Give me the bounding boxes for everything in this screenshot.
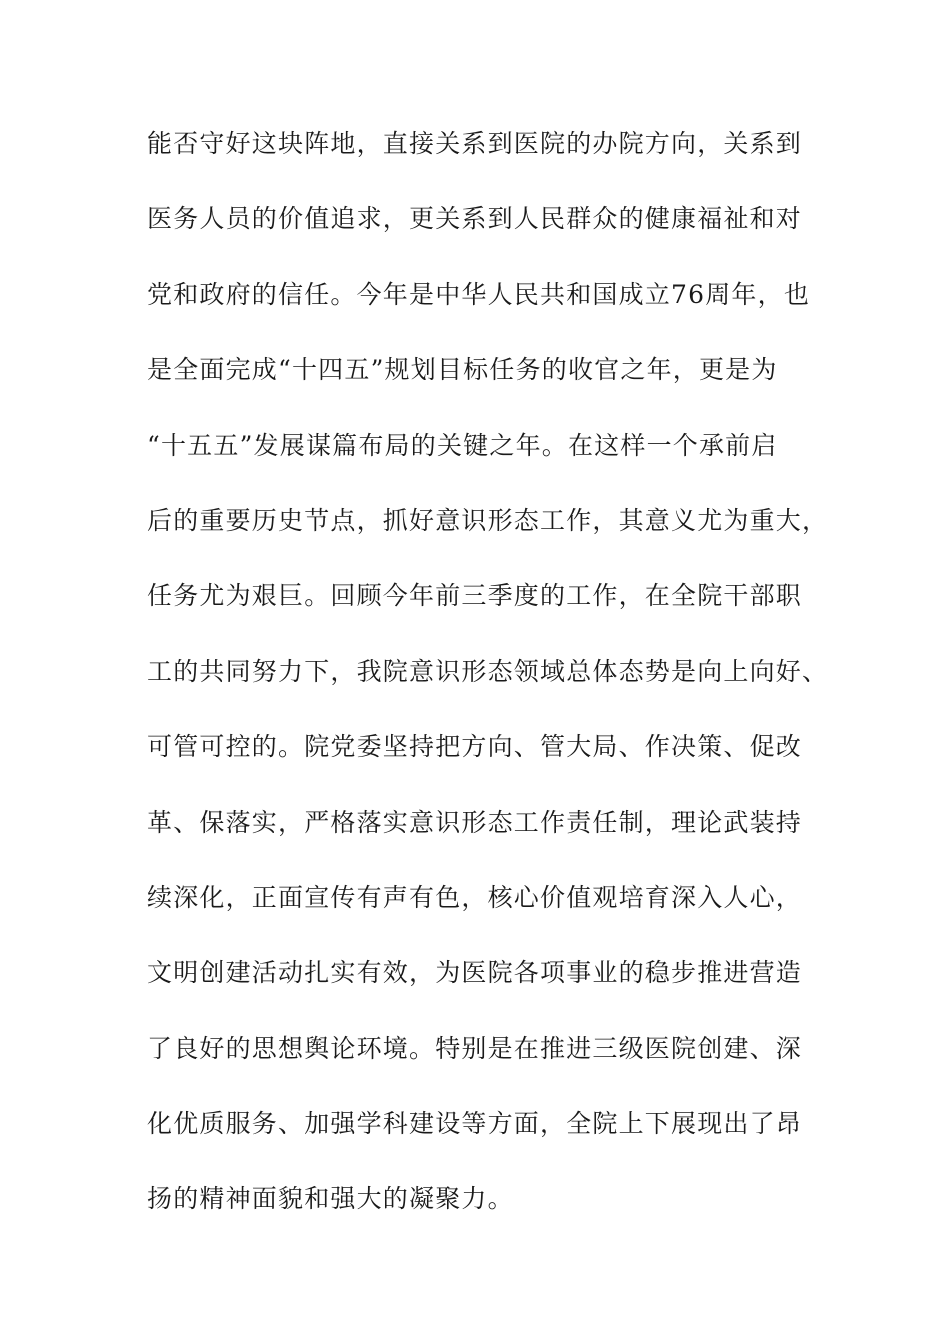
text-line: 工的共同努力下，我院意识形态领域总体态势是向上向好、 (147, 656, 829, 686)
text-line: 革、保落实，严格落实意识形态工作责任制，理论武装持 (147, 807, 803, 837)
text-line: 续深化，正面宣传有声有色，核心价值观培育深入人心， (147, 882, 803, 912)
text-line: 任务尤为艰巨。回顾今年前三季度的工作，在全院干部职 (147, 581, 803, 611)
text-line: 后的重要历史节点，抓好意识形态工作，其意义尤为重大， (147, 505, 829, 535)
text-line: 可管可控的。院党委坚持把方向、管大局、作决策、促改 (147, 732, 803, 762)
text-line: 化优质服务、加强学科建设等方面，全院上下展现出了昂 (147, 1109, 803, 1139)
text-line: 是全面完成“十四五”规划目标任务的收官之年，更是为 (147, 355, 778, 385)
text-line: 了良好的思想舆论环境。特别是在推进三级医院创建、深 (147, 1033, 803, 1063)
text-line: 医务人员的价值追求，更关系到人民群众的健康福祉和对 (147, 204, 803, 234)
text-line: 文明创建活动扎实有效，为医院各项事业的稳步推进营造 (147, 958, 803, 988)
text-line: “十五五”发展谋篇布局的关键之年。在这样一个承前启 (147, 430, 778, 460)
text-line: 扬的精神面貌和强大的凝聚力。 (147, 1184, 514, 1214)
text-line: 党和政府的信任。今年是中华人民共和国成立76周年，也 (147, 279, 811, 309)
body-paragraph (147, 122, 827, 1253)
text-line: 能否守好这块阵地，直接关系到医院的办院方向，关系到 (147, 129, 803, 158)
